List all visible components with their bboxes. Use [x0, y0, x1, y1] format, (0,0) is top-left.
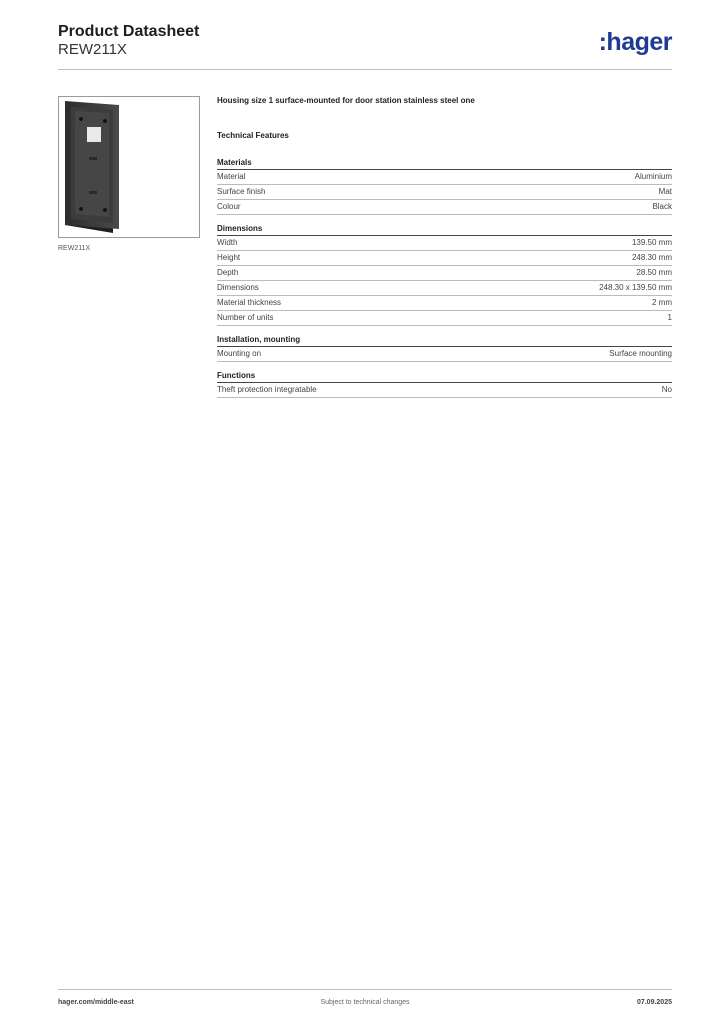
feature-group-title: Installation, mounting: [217, 335, 672, 347]
feature-row: [217, 251, 672, 266]
product-description: Housing size 1 surface-mounted for door station stainless steel one: [217, 96, 475, 105]
feature-group-title: Functions: [217, 371, 672, 383]
footer-notice: Subject to technical changes: [320, 999, 410, 1006]
feature-label: Theft protection integratable: [217, 385, 317, 394]
feature-label: Height: [217, 253, 241, 262]
feature-group: [217, 158, 672, 215]
document-header: [58, 22, 199, 59]
footer-divider: [58, 989, 672, 990]
feature-value: 248.30 mm: [631, 253, 672, 262]
feature-value: 2 mm: [652, 298, 672, 307]
feature-value: 139.50 mm: [631, 238, 672, 247]
feature-groups: [217, 158, 672, 398]
feature-value: 1: [667, 313, 672, 322]
feature-label: Surface finish: [217, 187, 266, 196]
feature-label: Material: [217, 172, 246, 181]
page-footer: [58, 999, 672, 1011]
feature-group: [217, 335, 672, 362]
product-housing-illustration: [59, 97, 199, 237]
feature-row: [217, 185, 672, 200]
feature-row: [217, 296, 672, 311]
feature-row: [217, 311, 672, 326]
feature-row: [217, 170, 672, 185]
feature-value: Black: [652, 202, 672, 211]
feature-group-title: Materials: [217, 158, 672, 170]
feature-group: [217, 224, 672, 326]
feature-label: Width: [217, 238, 238, 247]
product-image-caption: REW211X: [58, 245, 91, 252]
footer-website: hager.com/middle-east: [58, 999, 134, 1006]
feature-group-title: Dimensions: [217, 224, 672, 236]
feature-value: Mat: [658, 187, 672, 196]
feature-value: Surface mounting: [609, 349, 672, 358]
feature-label: Number of units: [217, 313, 274, 322]
technical-features-heading: Technical Features: [217, 131, 289, 140]
feature-label: Depth: [217, 268, 239, 277]
feature-label: Dimensions: [217, 283, 259, 292]
feature-row: [217, 266, 672, 281]
page-title: Product Datasheet: [58, 23, 200, 40]
hager-logo: :hager: [598, 28, 672, 56]
feature-row: [217, 347, 672, 362]
product-details: [217, 96, 672, 407]
feature-value: No: [661, 385, 672, 394]
feature-value: 28.50 mm: [636, 268, 672, 277]
feature-value: Aluminium: [634, 172, 672, 181]
feature-group: [217, 371, 672, 398]
footer-date: 07.09.2025: [636, 999, 672, 1006]
feature-label: Mounting on: [217, 349, 262, 358]
product-image: [58, 96, 200, 238]
feature-label: Material thickness: [217, 298, 282, 307]
feature-row: [217, 383, 672, 398]
header-divider: [58, 69, 672, 70]
feature-row: [217, 281, 672, 296]
product-reference: REW211X: [58, 41, 127, 58]
feature-label: Colour: [217, 202, 241, 211]
feature-row: [217, 200, 672, 215]
feature-row: [217, 236, 672, 251]
feature-value: 248.30 x 139.50 mm: [599, 283, 672, 292]
